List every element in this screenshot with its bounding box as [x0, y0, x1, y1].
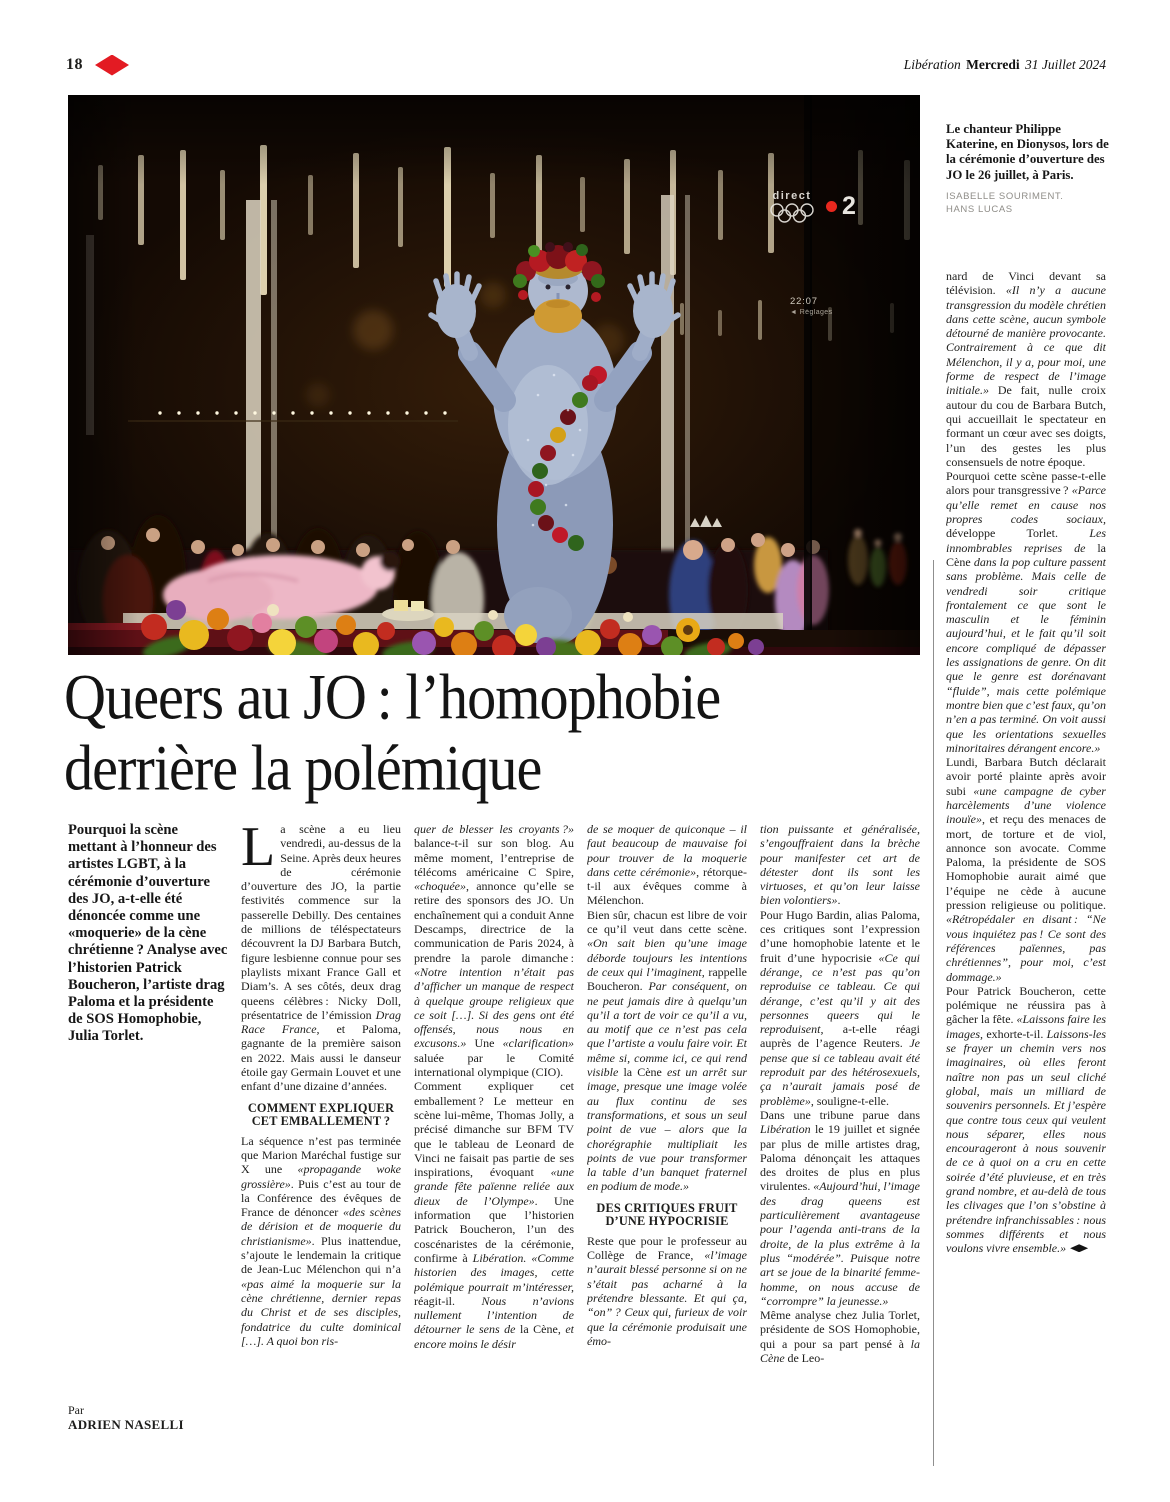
france2-dot-icon — [826, 201, 837, 212]
masthead-date: 31 Juillet 2024 — [1025, 57, 1106, 72]
paragraph: Pour Patrick Boucheron, cette polémique ne réussira pas à gâcher la fête. «Laissons faire les images, exhorte-t-il. Laissons-les se frayer un chemin vers nos imaginaires, où elles feront naître non pas un seul cliché global, mais un milliard de souvenirs personnels. Et j’espère que contre tous ceux qui veulent nous séparer, elles nous encourageront à nous souvenir de ce à quoi on a cru en cette soirée d’été pluvieuse, et en très grand nombre, et au-delà de tous les clivages que l’on s’obstine à prétendre infranchissables : nous sommes différents et nous voulons vivre ensemble.» — [946, 983, 1106, 1256]
page-number-block — [66, 55, 129, 76]
tv-live-badge — [765, 191, 819, 229]
article-headline — [64, 662, 927, 803]
paragraph: Comment expliquer cet emballement ? Le metteur en scène lui-même, Thomas Jolly, a précisé dimanche sur BFM TV que le tableau de Leonard de Vinci ne faisait pas partie de ses inspirations, évoquant «une grande fête païenne reliée aux dieux de l’Olympe». Une information que l’historien Patrick Boucheron, l’un des coscénaristes de la cérémonie, confirme à Libération. «Comme historien des images, cette polémique pourrait m’intéresser, réagit-il. Nous n’avions nullement l’intention de détourner le sens de la Cène, et encore moins le désir — [414, 1079, 574, 1351]
paragraph: La scène a eu lieu vendredi, au-dessus de la Seine. Après deux heures de cérémonie d’ouverture des JO, la partie festivités commence sur la passerelle Debilly. Des centaines de millions de téléspectateurs découvrent la DJ Barbara Butch, figure lesbienne connue pour ses playlists mixant France Gall et Diam’s. A ses côtés, deux drag queens célèbres : Nicky Doll, présentatrice de l’émission Drag Race France, et Paloma, gagnante de la première saison en 2022. Mais aussi le danseur étoile gay Germain Louvet et une enfant d’une dizaine d’années. — [241, 822, 401, 1094]
france2-logo — [826, 194, 856, 219]
olympic-rings-icon — [769, 202, 815, 224]
paragraph: Bien sûr, chacun est libre de voir ce qu’il veut dans cette scène. «On sait bien qu’une image déborde toujours les intentions de ceux qui l’imaginent, rappelle Boucheron. Par conséquent, on ne peut jamais dire à quelqu’un qu’il a tort de voir ce qu’il a vu, au motif que ce n’est pas cela que l’artiste a voulu faire voir. Et même si, comme ici, ce qui rend visible la Cène est un arrêt sur image, presque une image volée au flux continu de ses transformations, et sous un seul point de vue – alors que la chorégraphie multipliait les points de vue pour transformer la table d’un banquet fraternel en podium de mode.» — [587, 907, 747, 1194]
end-of-article-icon — [1070, 1244, 1088, 1252]
paragraph: Reste que pour le professeur au Collège de France, «l’image n’aurait blessé personne si on ne s’était pas acharné à la prétendre blessante. Et qui ça, “on” ? Ceux qui, furieux de voir que la cérémonie produisait une émo- — [587, 1233, 747, 1348]
byline-author: ADRIEN NASELLI — [68, 1417, 184, 1432]
paragraph: La séquence n’est pas terminée que Marion Maréchal fustige sur X une «propagande woke grossière». Puis c’est au tour de la Conférence des évêques de France de dénoncer «des scènes de dérision et de moquerie du christianisme». Plus inattendue, s’ajoute le lendemain la critique de Jean-Luc Mélenchon qui n’a «pas aimé la moquerie sur la cène chrétienne, dernier repas du Christ et de ses disciples, fondatrice du culte dominical […]. A quoi bon ris- — [241, 1133, 401, 1348]
column-5 — [760, 822, 920, 1472]
tv-clock — [790, 296, 832, 316]
column-4 — [587, 822, 747, 1472]
paragraph: de se moquer de quiconque – il faut beaucoup de mauvaise foi pour trouver de la moquerie dans cette cérémonie», rétorque-t-il aux évêques comme à Mélenchon. — [587, 822, 747, 908]
standfirst-column — [68, 822, 228, 1472]
subhead-comment-expliquer: COMMENT EXPLIQUER CET EMBALLEMENT ? — [247, 1100, 395, 1129]
paragraph: Même analyse chez Julia Torlet, présidente de SOS Homophobie, qui a pour sa part pensé à la Cène de Leo- — [760, 1308, 920, 1365]
headline-line-1: Queers au JO : l’homophobie — [64, 662, 721, 733]
tv-settings: ◄ Réglages — [790, 309, 833, 316]
byline — [68, 1403, 184, 1433]
ceremony-photo — [68, 95, 920, 655]
photo-credit: ISABELLE SOURIMENT. HANS LUCAS — [946, 190, 1064, 215]
france2-channel-number: 2 — [842, 192, 856, 220]
settings-arrow-icon: ◄ — [790, 309, 798, 316]
tv-time: 22:07 — [790, 296, 818, 307]
subhead-des-critiques: DES CRITIQUES FRUIT D’UNE HYPOCRISIE — [596, 1200, 738, 1229]
standfirst: Pourquoi la scène mettant à l’honneur des artistes LGBT, à la cérémonie d’ouverture des JO, a-t-elle été dénoncée comme une «moquerie» de la cène chrétienne ? Analyse avec l’historien Patrick Boucheron, l’artiste drag Paloma et la présidente de SOS Homophobie, Julia Torlet. — [68, 822, 228, 1045]
masthead — [904, 57, 1106, 73]
column-rule — [933, 560, 934, 1466]
page-header — [66, 52, 1106, 78]
paragraph: Pourquoi cette scène passe-t-elle alors pour transgressive ? «Parce qu’elle remet en cause nos propres codes sociaux, développe Torlet. Les innombrables reprises de la Cène dans la pop culture passent sans problème. Mais celle de vendredi soir critique frontalement ce que sont le masculin et le féminin aujourd’hui, et le fait qu’il soit encore compliqué de dépasser les assignations de genre. On dit que le genre est dorénavant “fluide”, mais cette polémique montre bien que c’est faux, qu’on n’en a pas terminé. On voit aussi que les orientations sexuelles minoritaires dérangent encore.» — [946, 469, 1106, 755]
byline-par: Par — [68, 1403, 84, 1417]
paragraph: Dans une tribune parue dans Libération le 19 juillet et signée par plus de mille artistes drag, Paloma dénonçait les attaques des droites de plus en plus virulentes. «Aujourd’hui, l’image des drag queens est particulièrement avantageuse pour l’agenda anti-trans de la droite, de la plus extrême à la plus “modérée”. Puisque notre art se joue de la binarité femme-homme, on nous accuse de “corrompre” la jeunesse.» — [760, 1107, 920, 1308]
masthead-day: Mercredi — [966, 57, 1020, 72]
column-3 — [414, 822, 574, 1472]
photo-illustration — [68, 95, 920, 655]
drop-cap: L — [241, 822, 276, 878]
paragraph: tion puissante et généralisée, s’engouffraient dans la brèche pour manifester cet art de détester dont ils sont les virtuoses, et qu’on leur laisse bien volontiers». — [760, 822, 920, 908]
page-number: 18 — [66, 56, 83, 73]
headline-line-2: derrière la polémique — [64, 732, 542, 804]
column-6 — [946, 269, 1106, 1468]
photo-caption: Le chanteur Philippe Katerine, en Dionysos, lors de la cérémonie d’ouverture des JO le 26 juillet, à Paris. — [946, 122, 1109, 182]
paragraph: quer de blesser les croyants ?» balance-t-il sur son blog. Au même moment, l’entreprise de télécoms américaine C Spire, «choquée», annonce qu’elle se retire des sponsors des JO. Un enchaînement qui a conduit Anne Descamps, directrice de la communication de Paris 2024, à prendre la parole dimanche : «Notre intention n’était pas d’afficher un manque de respect à quelque groupe religieux que ce soit […]. Si des gens ont été offensés, nous nous en excusons.» Une «clarification» saluée par le Comité international olympique (CIO). — [414, 822, 574, 1080]
photo-caption-block — [946, 122, 1110, 216]
article-body — [68, 822, 920, 1472]
paragraph: Pour Hugo Bardin, alias Paloma, ces critiques sont l’expression d’une homophobie latente et le fruit d’une hypocrisie «Ce qui dérange, ce n’est pas qu’on reproduise ce tableau. Ce qui dérange, c’est qu’il y ait des personnes queers qui le reproduisent, a-t-elle réagi auprès de l’agence Reuters. Je pense que si ce tableau avait été reproduit par des hétérosexuels, ça n’aurait jamais posé de problème», souligne-t-elle. — [760, 907, 920, 1108]
liberation-diamond-icon — [95, 55, 129, 76]
paragraph: nard de Vinci devant sa télévision. «Il n’y a aucune transgression du modèle chrétien dans cette scène, aucun symbole détourné de manière provocante. Contrairement à ce que dit Mélenchon, il y a, pour moi, une forme de respect de l’image initiale.» De fait, nulle croix autour du cou de Barbara Butch, qui accueillait le spectateur en formant un cœur avec ses doigts, l’un des gestes les plus consensuels de notre époque. — [946, 269, 1106, 469]
live-label: direct — [772, 190, 812, 202]
column-2 — [241, 822, 401, 1472]
masthead-title: Libération — [903, 57, 961, 72]
paragraph: Lundi, Barbara Butch déclarait avoir porté plainte après avoir subi «une campagne de cyber harcèlements d’une violence inouïe», et reçu des menaces de mort, de torture et de viol, annonce son avocate. Comme Paloma, la présidente de SOS Homophobie aurait aimé que l’équipe ne cède à aucune pression religieuse ou politique. «Rétropédaler en disant : “Ne vous inquiétez pas ! Ce sont des références païennes, pas chrétiennes”, pour moi, c’est dommage.» — [946, 755, 1106, 984]
